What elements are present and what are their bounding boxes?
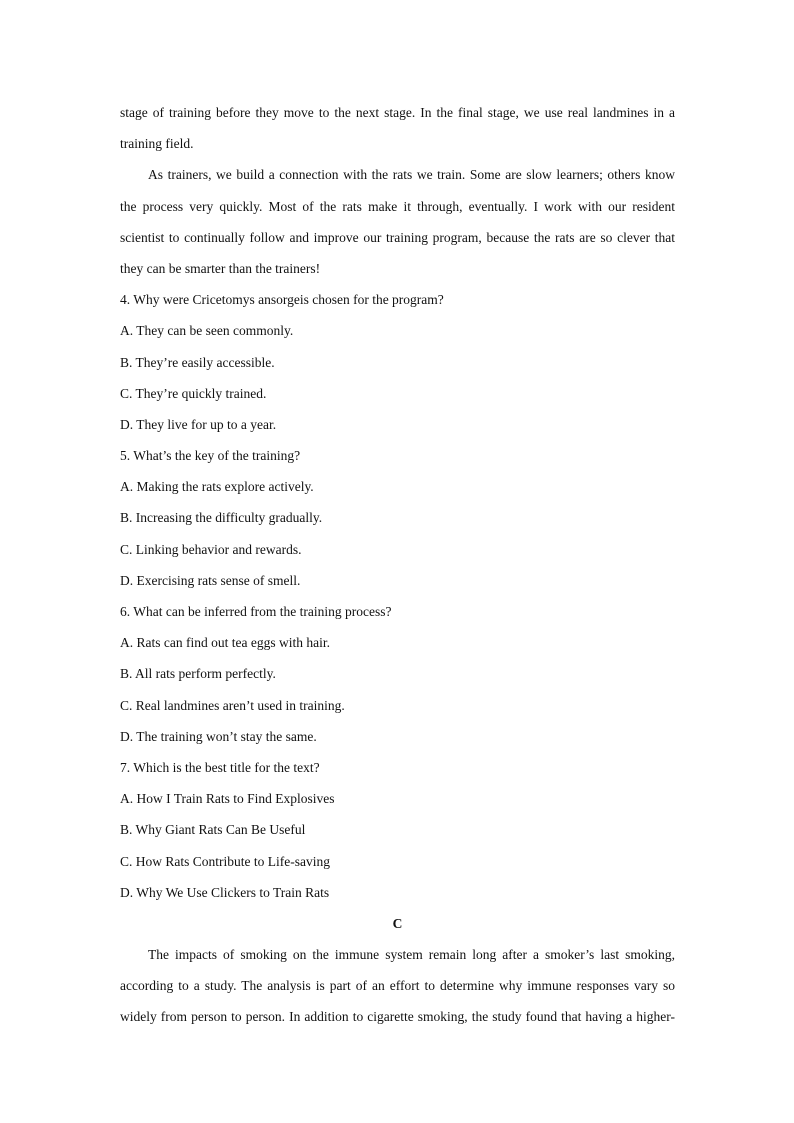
question-4 (120, 284, 675, 440)
section-heading: C (392, 915, 403, 931)
question-6 (120, 596, 675, 752)
question-stem: 6. What can be inferred from the training process? (120, 604, 392, 619)
passage-line: scientist to continually follow and improve our training program, because the rats are so clever that (120, 229, 675, 245)
answer-option: A. How I Train Rats to Find Explosives (120, 791, 335, 807)
answer-option: B. They’re easily accessible. (120, 354, 275, 370)
section-c (120, 908, 675, 1033)
passage-line: stage of training before they move to the next stage. In the final stage, we use real landmines in a (120, 105, 675, 120)
question-stem: 4. Why were Cricetomys ansorgeis chosen for the program? (120, 292, 444, 308)
question-stem: 7. Which is the best title for the text? (120, 759, 320, 775)
answer-option: B. Why Giant Rats Can Be Useful (120, 822, 306, 838)
answer-option: D. They live for up to a year. (120, 416, 277, 432)
passage-line: they can be smarter than the trainers! (120, 260, 321, 276)
passage-line: the process very quickly. Most of the rats make it through, eventually. I work with our resident (120, 198, 675, 214)
answer-option: A. Making the rats explore actively. (120, 479, 314, 495)
passage-line: The impacts of smoking on the immune system remain long after a smoker’s last smoking, (148, 947, 675, 963)
answer-option: A. They can be seen commonly. (120, 323, 294, 339)
passage-line: training field. (120, 136, 194, 152)
passage-line: As trainers, we build a connection with the rats we train. Some are slow learners; others know (148, 167, 675, 183)
answer-option: C. They’re quickly trained. (120, 385, 267, 401)
answer-option: A. Rats can find out tea eggs with hair. (120, 635, 330, 651)
passage-line: according to a study. The analysis is part of an effort to determine why immune responses vary so (120, 978, 675, 994)
answer-option: D. Why We Use Clickers to Train Rats (120, 884, 330, 900)
page-content (120, 97, 675, 1033)
passage-line: widely from person to person. In addition to cigarette smoking, the study found that having a higher- (120, 1009, 675, 1025)
answer-option: C. Linking behavior and rewards. (120, 541, 302, 557)
answer-option: C. How Rats Contribute to Life-saving (120, 853, 330, 869)
answer-option: D. The training won’t stay the same. (120, 728, 317, 744)
answer-option: D. Exercising rats sense of smell. (120, 572, 301, 588)
answer-option: B. All rats perform perfectly. (120, 666, 276, 682)
answer-option: C. Real landmines aren’t used in training. (120, 697, 345, 713)
question-stem: 5. What’s the key of the training? (120, 448, 301, 464)
question-5 (120, 440, 675, 596)
question-7 (120, 752, 675, 908)
answer-option: B. Increasing the difficulty gradually. (120, 510, 323, 526)
passage-b-ending (120, 97, 675, 284)
